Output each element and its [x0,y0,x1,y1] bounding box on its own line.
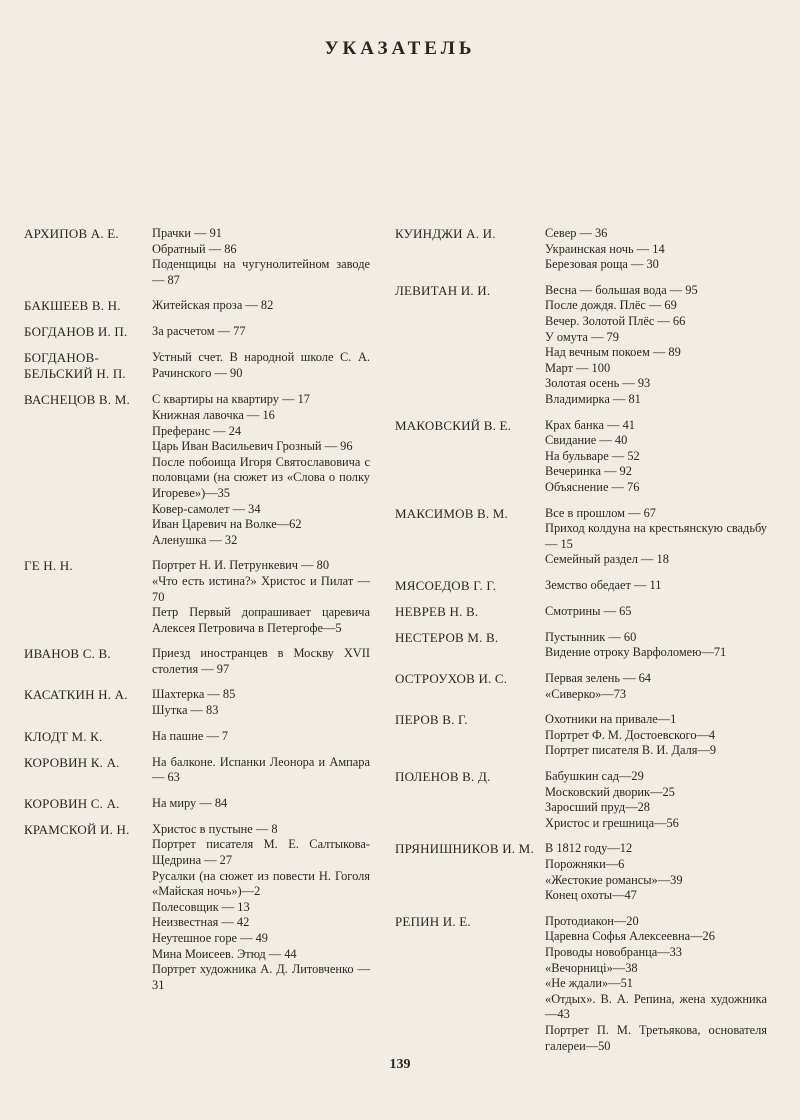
artist-name: ПРЯНИШНИКОВ И. М. [395,841,534,857]
artist-name: КАСАТКИН Н. А. [24,687,128,703]
work-item: В 1812 году—12 [545,841,633,856]
works-list [152,822,370,994]
work-item: Семейный раздел — 18 [545,552,669,567]
work-item: С квартиры на квартиру — 17 [152,392,310,407]
work-item: Аленушка — 32 [152,532,238,547]
work-item: Заросший пруд—28 [545,800,650,815]
work-item: Царь Иван Васильевич Грозный — 96 [152,439,353,454]
work-item: Золотая осень — 93 [545,376,651,391]
work-item: Московский дворик—25 [545,784,675,799]
work-item: Полесовщик — 13 [152,899,250,914]
works-list [545,841,767,903]
work-item: Березовая роща — 30 [545,257,659,272]
index-entry [395,578,767,594]
works-list [152,687,370,718]
work-item: Христос в пустыне — 8 [152,821,278,836]
work-item: Свидание — 40 [545,433,628,448]
work-item: Украинская ночь — 14 [545,241,665,256]
work-item: Поденщицы на чугунолитейном заводе — 87 [152,257,370,287]
index-entry [24,350,370,382]
work-item: «Вечорниці»—38 [545,960,638,975]
index-entry [395,841,767,903]
index-entry [395,712,767,759]
artist-name: БОГДАНОВ-БЕЛЬСКИЙ Н. П. [24,350,126,382]
work-item: «Сиверко»—73 [545,686,627,701]
works-list [152,298,370,314]
artist-name: ПОЛЕНОВ В. Д. [395,769,491,785]
works-list [545,283,767,408]
work-item: Портрет П. М. Третьякова, основателя галереи—50 [545,1022,767,1053]
works-list [152,755,370,786]
work-item: Портрет Н. И. Петрункевич — 80 [152,558,330,573]
works-list [545,712,767,759]
works-list [152,226,370,288]
work-item: На миру — 84 [152,795,228,810]
index-entry [24,796,370,812]
works-list [545,578,767,594]
index-entry [24,558,370,636]
work-item: Ковер-самолет — 34 [152,501,261,516]
work-item: Вечер. Золотой Плёс — 66 [545,313,686,328]
works-list [152,729,370,745]
works-list [545,418,767,496]
works-list [152,558,370,636]
work-item: Устный счет. В народной школе С. А. Рачинского — 90 [152,350,370,380]
work-item: Владимирка — 81 [545,391,641,406]
work-item: Приход колдуна на крестьянскую свадьбу — 15 [545,521,767,551]
index-entry [395,604,767,620]
work-item: Март — 100 [545,360,611,375]
artist-name: БОГДАНОВ И. П. [24,324,128,340]
work-item: Преферанс — 24 [152,423,242,438]
works-list [545,604,767,620]
work-item: Иван Царевич на Волке—62 [152,517,302,532]
work-item: Север — 36 [545,226,608,240]
work-item: Мина Моисеев. Этюд — 44 [152,946,297,961]
work-item: Охотники на привале—1 [545,712,677,727]
work-item: Видение отроку Варфоломею—71 [545,645,727,660]
index-entry [395,630,767,661]
index-entry [24,324,370,340]
work-item: Книжная лавочка — 16 [152,407,275,422]
work-item: Шутка — 83 [152,703,219,718]
work-item: Смотрины — 65 [545,603,632,618]
work-item: Русалки (на сюжет из повести Н. Гоголя «Майская ночь»)—2 [152,868,370,899]
work-item: Проводы новобранца—33 [545,944,682,959]
artist-name: ВАСНЕЦОВ В. М. [24,392,130,408]
index-entry [24,822,370,994]
work-item: Портрет писателя М. Е. Салтыкова-Щедрина — 27 [152,837,370,868]
work-item: «Отдых». В. А. Репина, жена художника—43 [545,991,767,1022]
artist-name: АРХИПОВ А. Е. [24,226,119,241]
work-item: «Не ждали»—51 [545,976,634,991]
work-item: За расчетом — 77 [152,324,246,339]
work-item: Порожняки—6 [545,857,625,871]
artist-name: НЕСТЕРОВ М. В. [395,629,499,645]
index-entry [395,671,767,702]
index-entry [395,226,767,273]
artist-name: МАКОВСКИЙ В. Е. [395,417,512,433]
index-entry [24,687,370,718]
work-item: Прачки — 91 [152,226,223,240]
page-number: 139 [389,1057,411,1072]
work-item: Христос и грешница—56 [545,815,679,830]
works-list [152,324,370,340]
works-list [545,914,767,1054]
work-item: Неутешное горе — 49 [152,931,269,945]
work-item: Весна — большая вода — 95 [545,282,698,297]
artist-name: ОСТРОУХОВ И. С. [395,671,508,687]
index-entry [395,769,767,831]
index-entry [24,392,370,548]
artist-name: НЕВРЕВ Н. В. [395,603,479,619]
work-item: Петр Первый допрашивает царевича Алексея Петровича в Петергофе—5 [152,605,370,635]
index-entry [24,298,370,314]
work-item: Над вечным покоем — 89 [545,345,681,360]
artist-name: РЕПИН И. Е. [395,913,471,929]
work-item: На бульваре — 52 [545,448,640,463]
work-item: На пашне — 7 [152,728,229,743]
artist-name: ГЕ Н. Н. [24,558,73,574]
index-entry [395,418,767,496]
artist-name: КРАМСКОЙ И. Н. [24,821,130,837]
work-item: Царевна Софья Алексеевна—26 [545,929,715,944]
work-item: Бабушкин сад—29 [545,769,644,784]
works-list [152,392,370,548]
work-item: Пустынник — 60 [545,629,637,644]
work-item: Портрет писателя В. И. Даля—9 [545,743,717,758]
work-item: Житейская проза — 82 [152,298,274,313]
work-item: Портрет художника А. Д. Литовченко — 31 [152,962,370,992]
work-item: Первая зелень — 64 [545,671,651,686]
works-list [545,769,767,831]
works-list [152,350,370,382]
artist-name: КЛОДТ М. К. [24,728,103,744]
work-item: «Жестокие романсы»—39 [545,872,683,887]
index-entry [395,506,767,568]
page-title: УКАЗАТЕЛЬ [324,38,476,59]
index-entry [24,729,370,745]
work-item: После дождя. Плёс — 69 [545,298,677,313]
artist-name: МАКСИМОВ В. М. [395,505,509,521]
artist-name: ИВАНОВ С. В. [24,646,111,662]
works-list [545,506,767,568]
index-entry [24,226,370,288]
work-item: Приезд иностранцев в Москву XVII столетия — 97 [152,646,370,676]
work-item: Крах банка — 41 [545,417,635,432]
work-item: Вечеринка — 92 [545,464,632,479]
work-item: «Что есть истина?» Христос и Пилат — 70 [152,573,370,604]
index-entry [24,646,370,677]
artist-name: БАКШЕЕВ В. Н. [24,298,121,314]
artist-name: ЛЕВИТАН И. И. [395,282,491,298]
works-list [545,630,767,661]
work-item: Неизвестная — 42 [152,915,250,930]
artist-name: ПЕРОВ В. Г. [395,712,468,728]
work-item: Портрет Ф. М. Достоевского—4 [545,727,716,742]
work-item: У омута — 79 [545,329,619,344]
works-list [152,646,370,677]
artist-name: КОРОВИН К. А. [24,754,120,770]
works-list [152,796,370,812]
left-column [24,226,370,1003]
work-item: Шахтерка — 85 [152,687,236,702]
work-item: На балконе. Испанки Леонора и Ампара — 63 [152,754,370,785]
work-item: После побоища Игоря Святославовича с половцами (на сюжет из «Слова о полку Игореве»)—35 [152,454,370,500]
work-item: Протодиакон—20 [545,913,639,928]
index-entry [395,283,767,408]
work-item: Все в прошлом — 67 [545,505,656,520]
right-column [395,226,767,1064]
work-item: Обратный — 86 [152,241,237,256]
artist-name: МЯСОЕДОВ Г. Г. [395,577,497,593]
work-item: Объяснение — 76 [545,479,640,494]
artist-name: КУИНДЖИ А. И. [395,226,496,241]
works-list [545,226,767,273]
artist-name: КОРОВИН С. А. [24,795,120,811]
work-item: Конец охоты—47 [545,888,637,903]
works-list [545,671,767,702]
index-entry [395,914,767,1054]
work-item: Земство обедает — 11 [545,577,662,592]
index-entry [24,755,370,786]
